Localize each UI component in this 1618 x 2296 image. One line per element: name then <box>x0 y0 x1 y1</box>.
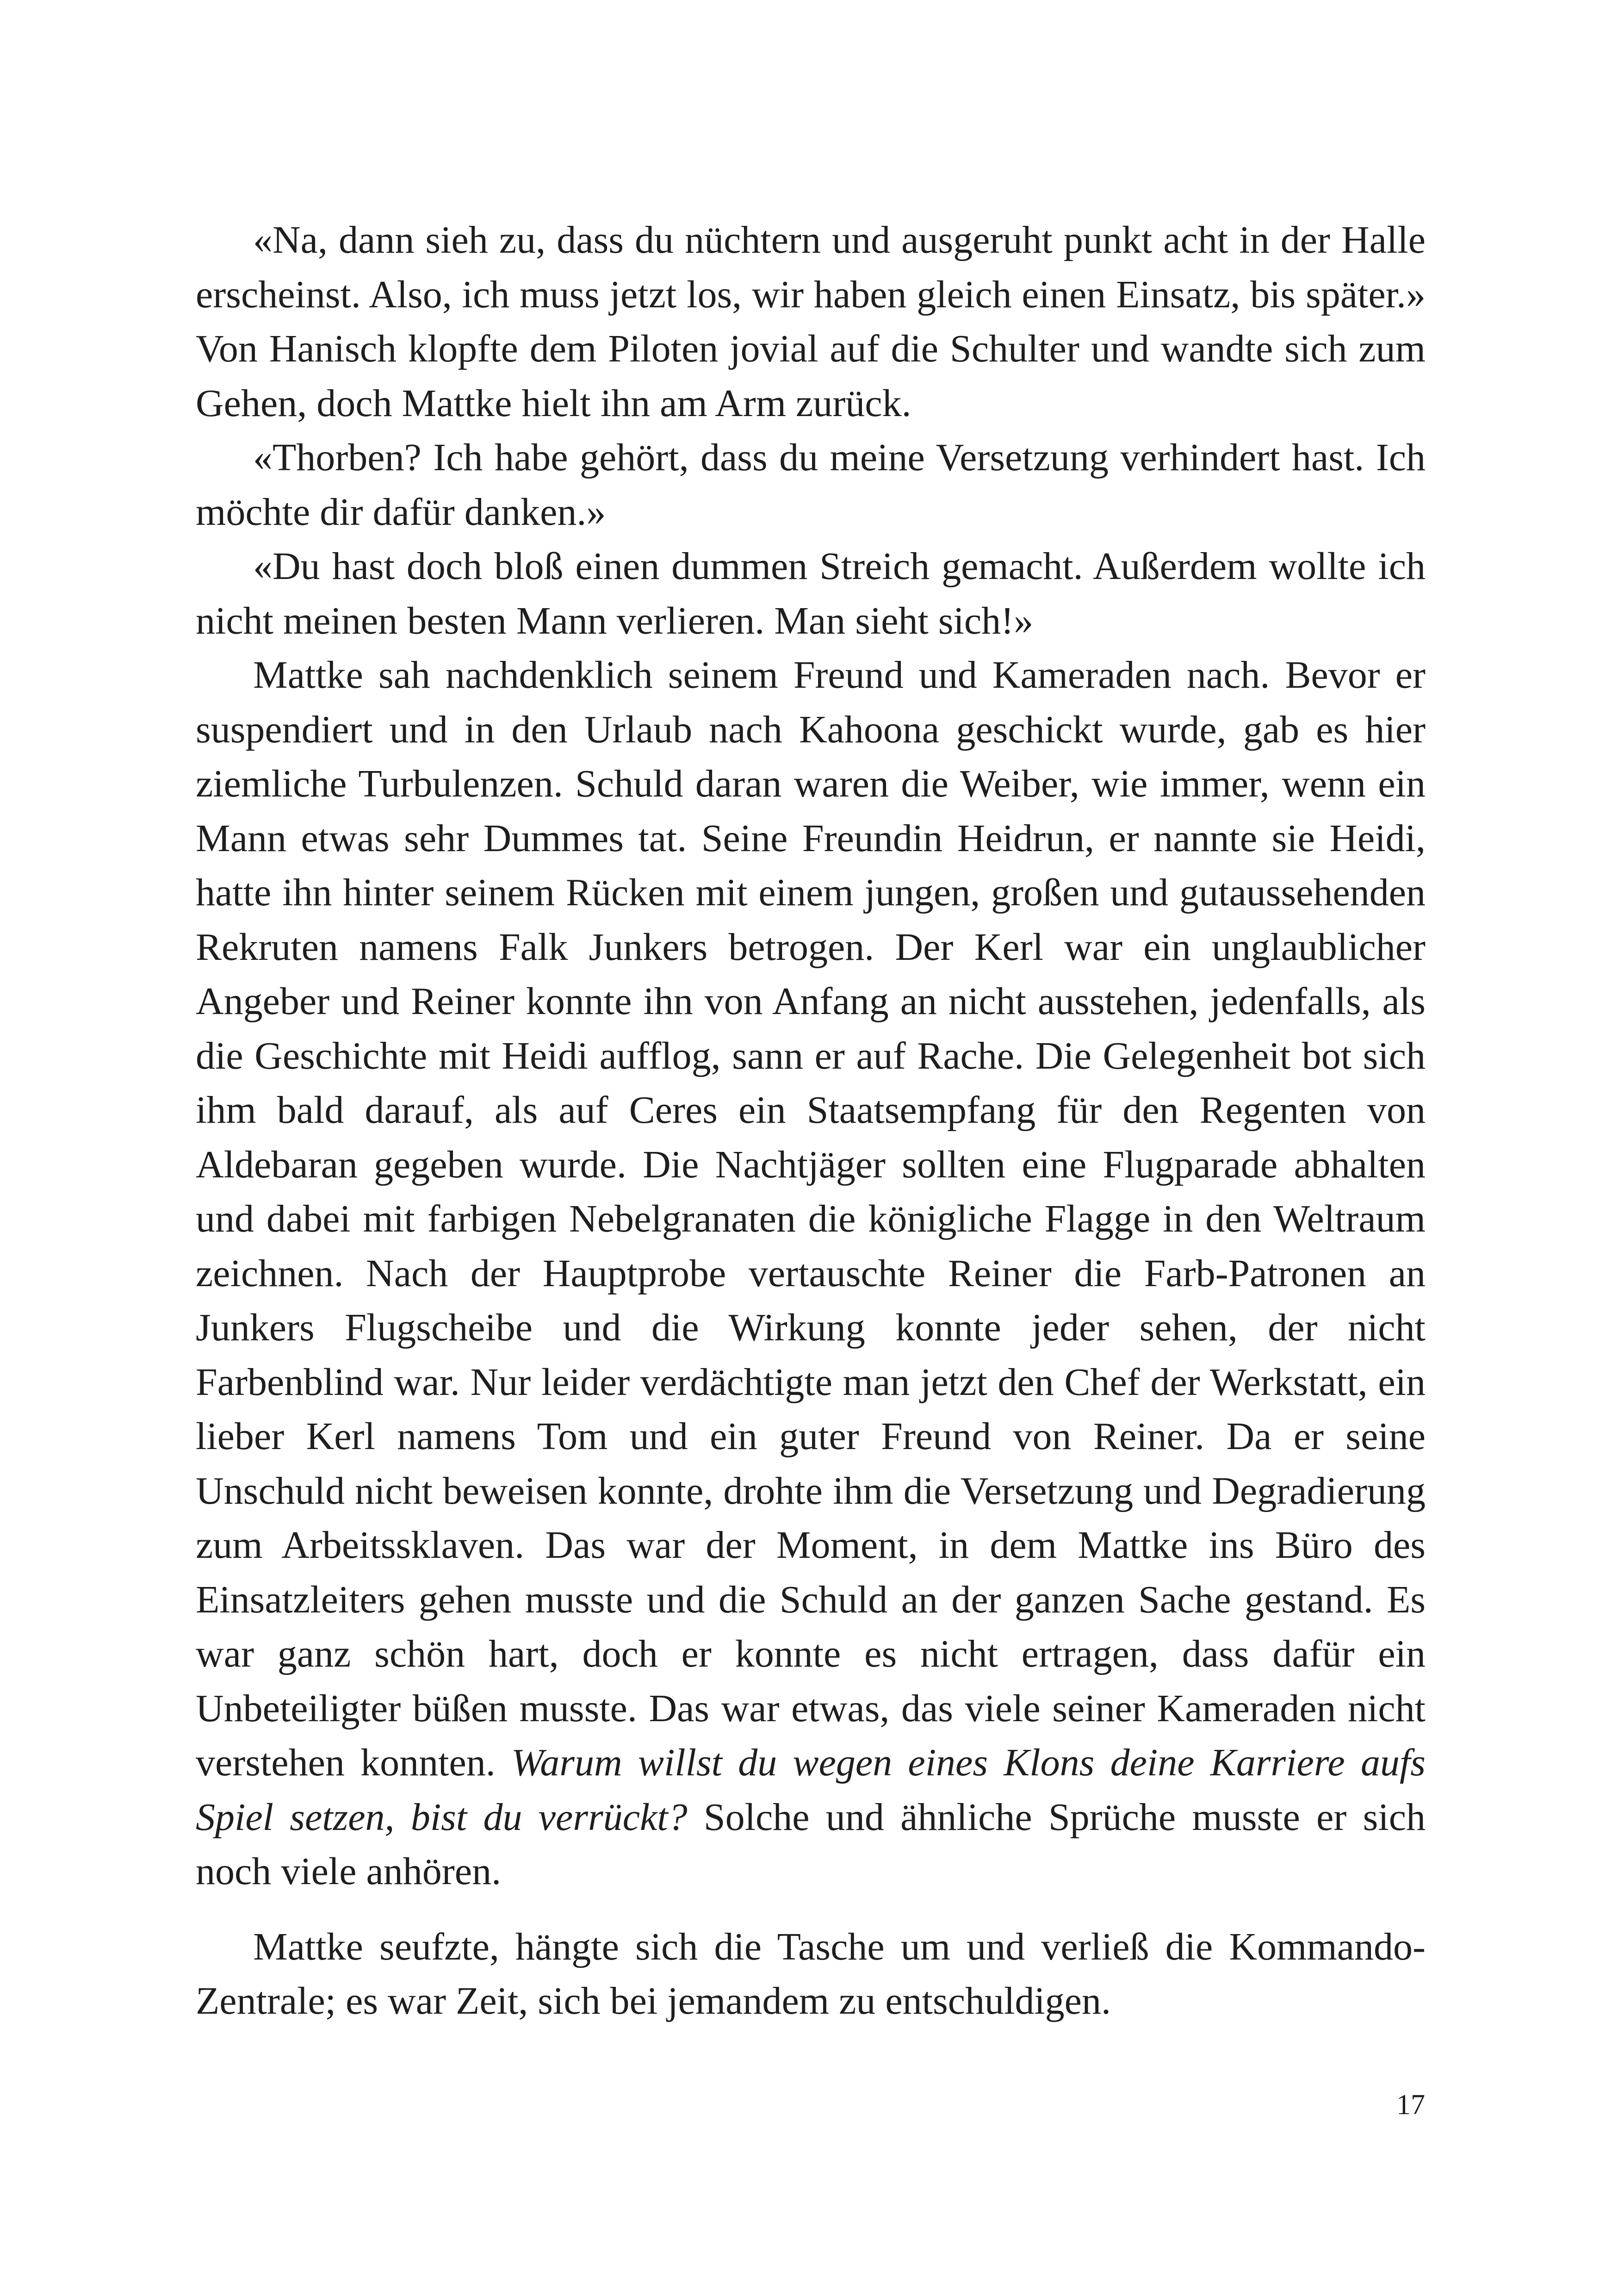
paragraph-1: «Na, dann sieh zu, dass du nüchtern und ausgeruht punkt acht in der Halle erscheinst. Also, ich muss jetzt los, wir haben gleich einen Einsatz, bis später.» Von Hanisch klopfte dem Piloten jovial auf die Schulter und wandte sich zum Gehen, doch Mattke hielt ihn am Arm zurück. <box>196 218 1426 425</box>
page-number: 17 <box>1396 2089 1425 2121</box>
paragraph-4-text-end: Solche und ähnliche Sprüche musste er sich noch viele anhören. <box>196 1795 1426 1893</box>
paragraph-5: Mattke seufzte, hängte sich die Tasche um und verließ die Kommando-Zentrale; es war Zeit, sich bei jemandem zu entschuldigen. <box>196 1925 1426 2022</box>
body-text <box>196 213 1426 2028</box>
paragraph-3: «Du hast doch bloß einen dummen Streich gemacht. Außerdem wollte ich nicht meinen besten Mann verlieren. Man sieht sich!» <box>196 545 1426 642</box>
paragraph-4-italic-quote: Warum willst du wegen eines Klons deine Karriere aufs Spiel setzen, bist du verrückt? <box>196 1741 1426 1839</box>
paragraph-4 <box>196 648 1426 1899</box>
paragraph-4-text-start: Mattke sah nachdenklich seinem Freund und Kameraden nach. Bevor er suspendiert und in den Urlaub nach Kahoona geschickt wurde, gab es hier ziemliche Turbulenzen. Schuld daran waren die Weiber, wie immer, wenn ein Mann etwas sehr Dummes tat. Seine Freundin Heidrun, er nannte sie Heidi, hatte ihn hinter seinem Rücken mit einem jungen, großen und gutaussehenden Rekruten namens Falk Junkers betrogen. Der Kerl war ein unglaublicher Angeber und Reiner konnte ihn von Anfang an nicht ausstehen, jedenfalls, als die Geschichte mit Heidi aufflog, sann er auf Rache. Die Gelegenheit bot sich ihm bald darauf, als auf Ceres ein Staatsempfang für den Regenten von Aldebaran gegeben wurde. Die Nachtjäger sollten eine Flugparade abhalten und dabei mit farbigen Nebelgranaten die königliche Flagge in den Weltraum zeichnen. Nach der Hauptprobe vertauschte Reiner die Farb-Patronen an Junkers Flugscheibe und die Wirkung konnte jeder sehen, der nicht Farbenblind war. Nur leider verdächtigte man jetzt den Chef der Werkstatt, ein lieber Kerl namens Tom und ein guter Freund von Reiner. Da er seine Unschuld nicht beweisen konnte, drohte ihm die Versetzung und Degradierung zum Arbeitssklaven. Das war der Moment, in dem Mattke ins Büro des Einsatzleiters gehen musste und die Schuld an der ganzen Sache gestand. Es war ganz schön hart, doch er konnte es nicht ertragen, dass dafür ein Unbeteiligter büßen musste. Das war etwas, das viele seiner Kameraden nicht verstehen konnten. <box>196 653 1426 1784</box>
paragraph-2: «Thorben? Ich habe gehört, dass du meine Versetzung verhindert hast. Ich möchte dir dafür danken.» <box>196 436 1426 534</box>
